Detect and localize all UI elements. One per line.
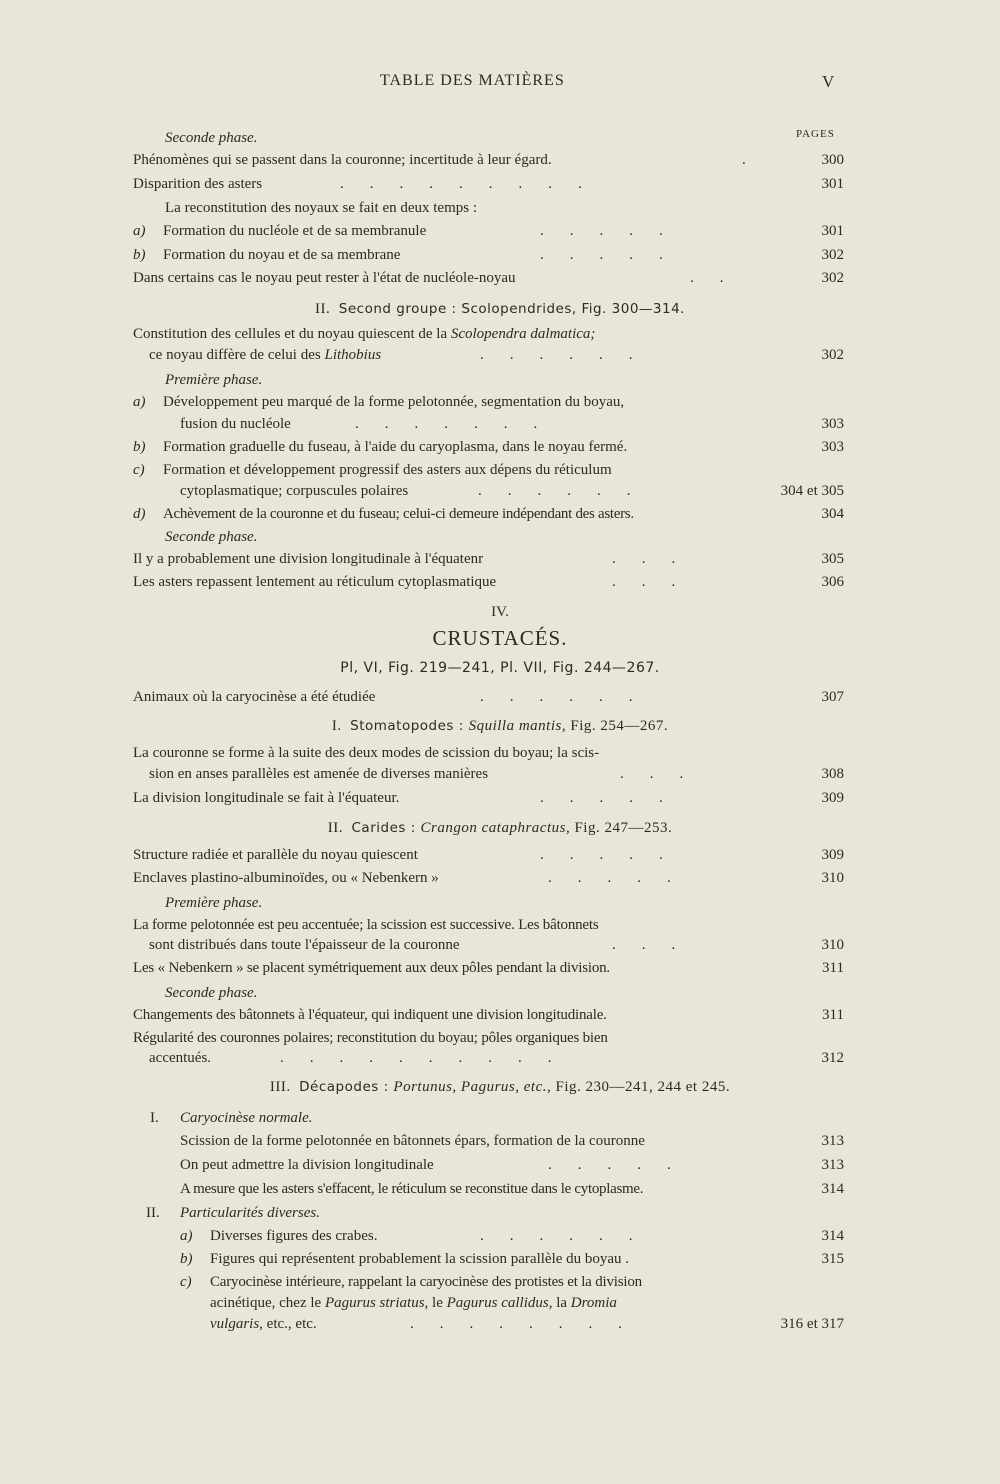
section-number: II. (327, 820, 343, 836)
entry-label: b) (133, 247, 146, 263)
page-ref: 313 (821, 1133, 844, 1149)
subsection-title: Particularités diverses. (180, 1205, 320, 1221)
page-ref: 302 (821, 270, 844, 286)
page-ref: 304 et 305 (780, 483, 844, 499)
page-ref: 311 (822, 1007, 844, 1023)
species-name: Scolopendra dalmatica; (450, 326, 596, 342)
entry-text: sion en anses parallèles est amenée de diverses manières (149, 766, 489, 782)
entry-text: Enclaves plastino-albuminoïdes, ou « Nebenkern » (133, 870, 439, 886)
entry-text: cytoplasmatique; corpuscules polaires (180, 483, 409, 499)
toc-entry (0, 1133, 1000, 1155)
leader-dots: ..... (540, 247, 689, 263)
leader-dots: ......... (340, 176, 608, 192)
page-ref: 303 (821, 416, 844, 432)
entry-text: Les asters repassent lentement au réticulum cytoplasmatique (133, 574, 497, 590)
subsection-number: I. (150, 1110, 159, 1126)
toc-entry (0, 439, 1000, 461)
entry-text: Formation et développement progressif des asters aux dépens du réticulum (163, 462, 612, 478)
section-heading (0, 301, 1000, 318)
entry-text-part: etc., etc. (262, 1316, 317, 1332)
section-title: Carides : (351, 820, 421, 836)
running-header (0, 72, 1000, 96)
toc-entry (0, 416, 1000, 438)
leader-dots: ... (620, 766, 710, 782)
page-ref: 313 (821, 1157, 844, 1173)
entry-text: Changements des bâtonnets à l'équateur, qui indiquent une division longitudinale. (133, 1007, 607, 1023)
page-ref: 307 (821, 689, 844, 705)
section-title: Second groupe : Scolopendrides, Fig. 300—314. (338, 301, 685, 317)
leader-dots: ..... (548, 1157, 697, 1173)
entry-text (149, 347, 381, 364)
entry-text-part: acinétique, chez le (210, 1295, 325, 1311)
section-heading (0, 1079, 1000, 1096)
entry-text: Phénomènes qui se passent dans la couronne; incertitude à leur égard. (133, 152, 552, 168)
entry-text: Scission de la forme pelotonnée en bâtonnets épars, formation de la couronne (180, 1133, 645, 1149)
phase-heading: Seconde phase. (165, 985, 258, 1001)
page-ref: 316 et 317 (780, 1316, 844, 1332)
entry-text: Achèvement de la couronne et du fuseau; celui-ci demeure indépendant des asters. (163, 506, 634, 522)
entry-text: La forme pelotonnée est peu accentuée; la scission est successive. Les bâtonnets (133, 917, 599, 933)
entry-text: La division longitudinale se fait à l'équateur. (133, 790, 400, 806)
section-heading (0, 820, 1000, 837)
toc-entry (0, 506, 1000, 528)
leader-dots: ........ (410, 1316, 648, 1332)
toc-entry (0, 551, 1000, 573)
toc-entry (0, 1251, 1000, 1273)
page-ref: 304 (821, 506, 844, 522)
toc-entry (0, 937, 1000, 959)
toc-entry (0, 347, 1000, 369)
entry-text: Formation du noyau et de sa membrane (163, 247, 401, 263)
header-page-number: V (822, 72, 835, 91)
leader-dots: ..... (540, 223, 689, 239)
entry-text: Structure radiée et parallèle du noyau quiescent (133, 847, 418, 863)
page-ref: 302 (821, 247, 844, 263)
leader-dots: ... (612, 937, 702, 953)
entry-text: Développement peu marqué de la forme pelotonnée, segmentation du boyau, (163, 394, 625, 410)
entry-text (210, 1316, 317, 1333)
entry-text: Il y a probablement une division longitudinale à l'équatenr (133, 551, 484, 567)
toc-entry (0, 960, 1000, 982)
toc-entry (0, 1181, 1000, 1203)
page-ref: 305 (821, 551, 844, 567)
species-name: Lithobius (324, 347, 382, 363)
entry-label: a) (133, 223, 146, 239)
subsection-title: Caryocinèse normale. (180, 1110, 313, 1126)
page-ref: 311 (822, 960, 844, 976)
entry-text: A mesure que les asters s'effacent, le réticulum se reconstitue dans le cytoplasme. (180, 1181, 644, 1197)
page-ref: 310 (821, 937, 844, 953)
leader-dots: ..... (540, 790, 689, 806)
leader-dots: ..... (548, 870, 697, 886)
toc-entry (0, 1050, 1000, 1072)
entry-text-part: le (428, 1295, 447, 1311)
entry-text (133, 326, 595, 343)
phase-heading: Seconde phase. (165, 130, 258, 146)
toc-entry (0, 1274, 1000, 1296)
entry-text: Disparition des asters (133, 176, 263, 192)
phase-heading: Première phase. (165, 372, 263, 388)
page-ref: 312 (821, 1050, 844, 1066)
section-heading (0, 718, 1000, 735)
toc-entry (0, 270, 1000, 292)
entry-text: fusion du nucléole (180, 416, 291, 432)
leader-dots: ... (612, 551, 702, 567)
page-ref: 303 (821, 439, 844, 455)
entry-text: Les « Nebenkern » se placent symétriquement aux deux pôles pendant la division. (133, 960, 610, 976)
entry-text: On peut admettre la division longitudinale (180, 1157, 434, 1173)
subsection-number: II. (146, 1205, 160, 1221)
plate-references: Pl, VI, Fig. 219—241, Pl. VII, Fig. 244—267. (340, 660, 660, 676)
toc-entry (0, 200, 1000, 222)
species-name: Pagurus striatus, (324, 1295, 429, 1311)
page-ref: 310 (821, 870, 844, 886)
toc-entry (0, 766, 1000, 788)
toc-entry (0, 870, 1000, 892)
toc-entry (0, 394, 1000, 416)
species-name: Portunus, Pagurus, etc., (393, 1079, 552, 1095)
subsection-heading (0, 1110, 1000, 1132)
species-name: vulgaris, (210, 1316, 263, 1332)
toc-entry (0, 462, 1000, 484)
entry-text: La reconstitution des noyaux se fait en deux temps : (165, 200, 478, 216)
toc-entry (0, 152, 1000, 174)
leader-dots: .. (690, 270, 750, 286)
toc-entry (0, 247, 1000, 269)
page-ref: 308 (821, 766, 844, 782)
phase-heading: Seconde phase. (165, 529, 258, 545)
entry-text: Animaux où la caryocinèse a été étudiée (133, 689, 376, 705)
entry-text: Figures qui représentent probablement la scission parallèle du boyau . (210, 1251, 630, 1267)
entry-text: La couronne se forme à la suite des deux modes de scission du boyau; la scis- (133, 745, 600, 761)
pages-column-label: PAGES (796, 128, 835, 140)
toc-entry (0, 326, 1000, 348)
page-ref: 301 (821, 176, 844, 192)
toc-entry (0, 1030, 1000, 1052)
leader-dots: .......... (280, 1050, 578, 1066)
leader-dots: ....... (355, 416, 564, 432)
entry-text: Formation du nucléole et de sa membranule (163, 223, 427, 239)
toc-entry (0, 483, 1000, 505)
entry-label: a) (133, 394, 146, 410)
toc-entry (0, 847, 1000, 869)
entry-text (210, 1295, 617, 1312)
page-ref: 309 (821, 790, 844, 806)
leader-dots: ...... (480, 689, 659, 705)
entry-label: b) (133, 439, 146, 455)
species-name: Dromia (570, 1295, 617, 1311)
toc-entry (0, 1007, 1000, 1029)
leader-dots: ... (612, 574, 702, 590)
leader-dots: . (742, 152, 772, 168)
leader-dots: ...... (480, 347, 659, 363)
page-ref: 309 (821, 847, 844, 863)
phase-heading: Première phase. (165, 895, 263, 911)
subsection-heading (0, 1205, 1000, 1227)
leader-dots: ...... (478, 483, 657, 499)
species-name: Squilla mantis, (468, 718, 567, 734)
species-name: Crangon cataphractus, (420, 820, 571, 836)
entry-text: Caryocinèse intérieure, rappelant la caryocinèse des protistes et la division (210, 1274, 642, 1290)
toc-entry (0, 1157, 1000, 1179)
entry-label: c) (180, 1274, 192, 1290)
entry-text: sont distribués dans toute l'épaisseur de la couronne (149, 937, 460, 953)
species-name: Pagurus callidus, (446, 1295, 553, 1311)
figure-range: Fig. 247—253. (570, 820, 673, 836)
figure-range: Fig. 254—267. (566, 718, 669, 734)
figure-range: Fig. 230—241, 244 et 245. (551, 1079, 731, 1095)
page-ref: 302 (821, 347, 844, 363)
page-ref: 314 (821, 1228, 844, 1244)
entry-text-part: Constitution des cellules et du noyau quiescent de la (133, 326, 451, 342)
entry-label: d) (133, 506, 146, 522)
toc-entry (0, 574, 1000, 596)
toc-entry (0, 1295, 1000, 1317)
entry-text: Régularité des couronnes polaires; reconstitution du boyau; pôles organiques bien (133, 1030, 608, 1046)
page-ref: 306 (821, 574, 844, 590)
leader-dots: ..... (540, 847, 689, 863)
entry-label: a) (180, 1228, 193, 1244)
entry-text: Formation graduelle du fuseau, à l'aide du caryoplasma, dans le noyau fermé. (163, 439, 628, 455)
toc-entry (0, 176, 1000, 198)
page-ref: 301 (821, 223, 844, 239)
page-ref: 314 (821, 1181, 844, 1197)
entry-text: accentués. (149, 1050, 212, 1066)
section-number: II. (315, 301, 331, 317)
toc-entry (0, 689, 1000, 711)
entry-text: Diverses figures des crabes. (210, 1228, 378, 1244)
toc-entry (0, 745, 1000, 767)
chapter-number: IV. (491, 604, 509, 620)
section-title: Stomatopodes : (350, 718, 469, 734)
chapter-title: CRUSTACÉS. (432, 626, 568, 650)
header-title: TABLE DES MATIÈRES (380, 72, 565, 89)
leader-dots: ...... (480, 1228, 659, 1244)
toc-entry (0, 223, 1000, 245)
toc-entry (0, 790, 1000, 812)
page-ref: 300 (821, 152, 844, 168)
toc-entry (0, 1316, 1000, 1338)
entry-label: c) (133, 462, 145, 478)
section-number: I. (331, 718, 342, 734)
toc-entry (0, 1228, 1000, 1250)
section-number: III. (269, 1079, 291, 1095)
section-title: Décapodes : (299, 1079, 394, 1095)
entry-text-part: ce noyau diffère de celui des (149, 347, 325, 363)
page-ref: 315 (821, 1251, 844, 1267)
entry-text: Dans certains cas le noyau peut rester à l'état de nucléole-noyau (133, 270, 516, 286)
entry-text-part: la (552, 1295, 571, 1311)
toc-entry (0, 917, 1000, 939)
entry-label: b) (180, 1251, 193, 1267)
